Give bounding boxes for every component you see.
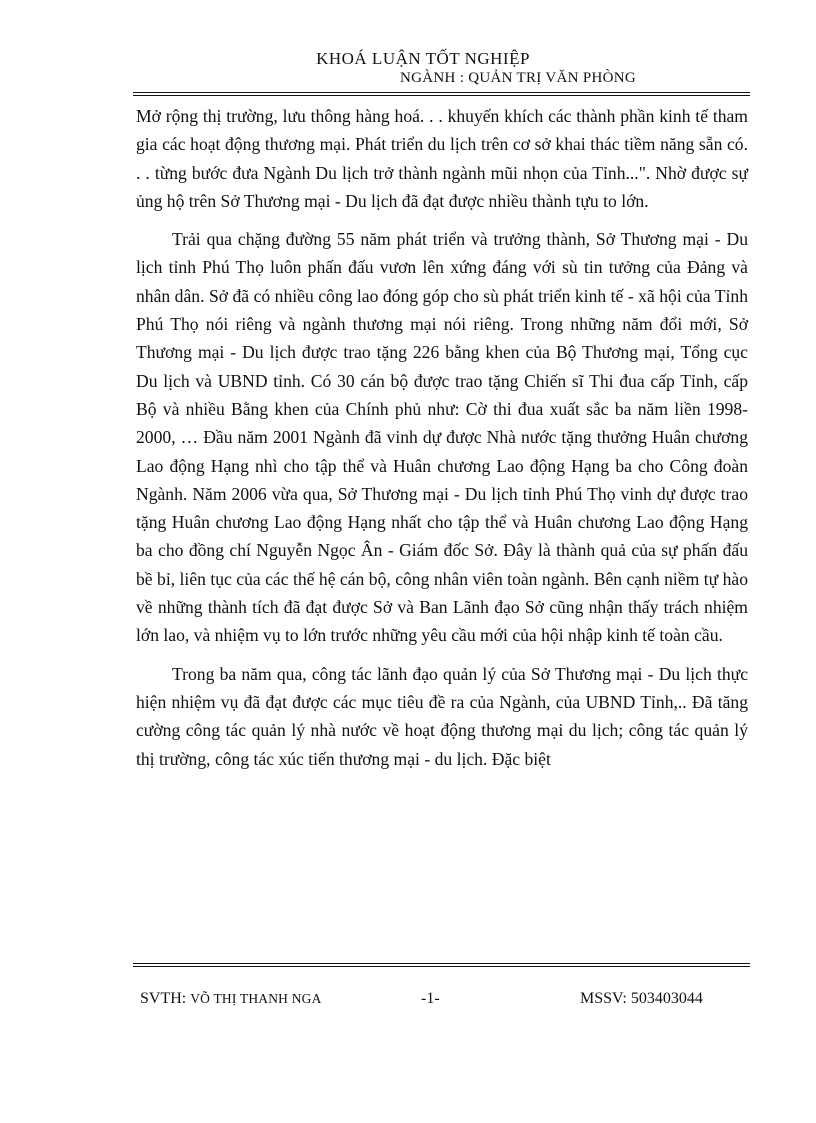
body-text: [136, 102, 748, 783]
document-title: KHOÁ LUẬN TỐT NGHIỆP: [316, 49, 530, 68]
header-rule: [133, 92, 750, 93]
footer-rule: [133, 963, 750, 964]
student-label: SVTH:: [140, 990, 191, 1007]
student-id: MSSV: 503403044: [580, 990, 703, 1007]
student-name: VÕ THỊ THANH NGA: [190, 991, 322, 1006]
paragraph-2: Trải qua chặng đường 55 năm phát triển và trưởng thành, Sở Thương mại - Du lịch tỉnh Phú Thọ luôn phấn đấu vươn lên xứng đáng với sù tin tưởng của Đảng và nhân dân. Sở đã có nhiều công lao đóng góp cho sù phát triển kinh tế - xã hội của Tỉnh Phú Thọ nói riêng và ngành thương mại nói riêng. Trong những năm đổi mới, Sở Thương mại - Du lịch được trao tặng 226 bằng khen của Bộ Thương mại, Tổng cục Du lịch và UBND tỉnh. Có 30 cán bộ được trao tặng Chiến sĩ Thi đua cấp Tỉnh, cấp Bộ và nhiều Bằng khen của Chính phủ như: Cờ thi đua xuất sắc ba năm liền 1998-2000, … Đầu năm 2001 Ngành đã vinh dự được Nhà nước tặng thưởng Huân chương Lao động Hạng nhì cho tập thể và Huân chương Lao động Hạng ba cho Công đoàn Ngành. Năm 2006 vừa qua, Sở Thương mại - Du lịch tỉnh Phú Thọ vinh dự được trao tặng Huân chương Lao động Hạng nhất cho tập thể và Huân chương Lao động Hạng ba cho đồng chí Nguyễn Ngọc Ân - Giám đốc Sở. Đây là thành quả của sự phấn đấu bề bỉ, liên tục của các thế hệ cán bộ, công nhân viên toàn ngành. Bên cạnh niềm tự hào về những thành tích đã đạt được Sở và Ban Lãnh đạo Sở cũng nhận thấy trách nhiệm lớn lao, và nhiệm vụ to lớn trước những yêu cầu mới của hội nhập kinh tế toàn cầu.: [136, 229, 748, 646]
paragraph-1: Mở rộng thị trường, lưu thông hàng hoá. . . khuyến khích các thành phần kinh tế tham gia các hoạt động thương mại. Phát triển du lịch trên cơ sở khai thác tiềm năng sẵn có. . . từng bước đưa Ngành Du lịch trở thành ngành mũi nhọn của Tỉnh...". Nhờ được sự ủng hộ trên Sở Thương mại - Du lịch đã đạt được nhiều thành tựu to lớn.: [136, 106, 748, 211]
paragraph-3: Trong ba năm qua, công tác lãnh đạo quản lý của Sở Thương mại - Du lịch thực hiện nhiệm vụ đã đạt được các mục tiêu đề ra của Ngành, của UBND Tỉnh,.. Đã tăng cường công tác quản lý nhà nước về hoạt động thương mại du lịch; công tác quản lý thị trường, công tác xúc tiến thương mại - du lịch. Đặc biệt: [136, 663, 748, 769]
header-rule-second: [133, 95, 750, 96]
document-subtitle: NGÀNH : QUẢN TRỊ VĂN PHÒNG: [400, 70, 637, 86]
student-info: [140, 990, 322, 1008]
page-number: -1-: [421, 990, 440, 1007]
footer-rule-second: [133, 966, 750, 967]
